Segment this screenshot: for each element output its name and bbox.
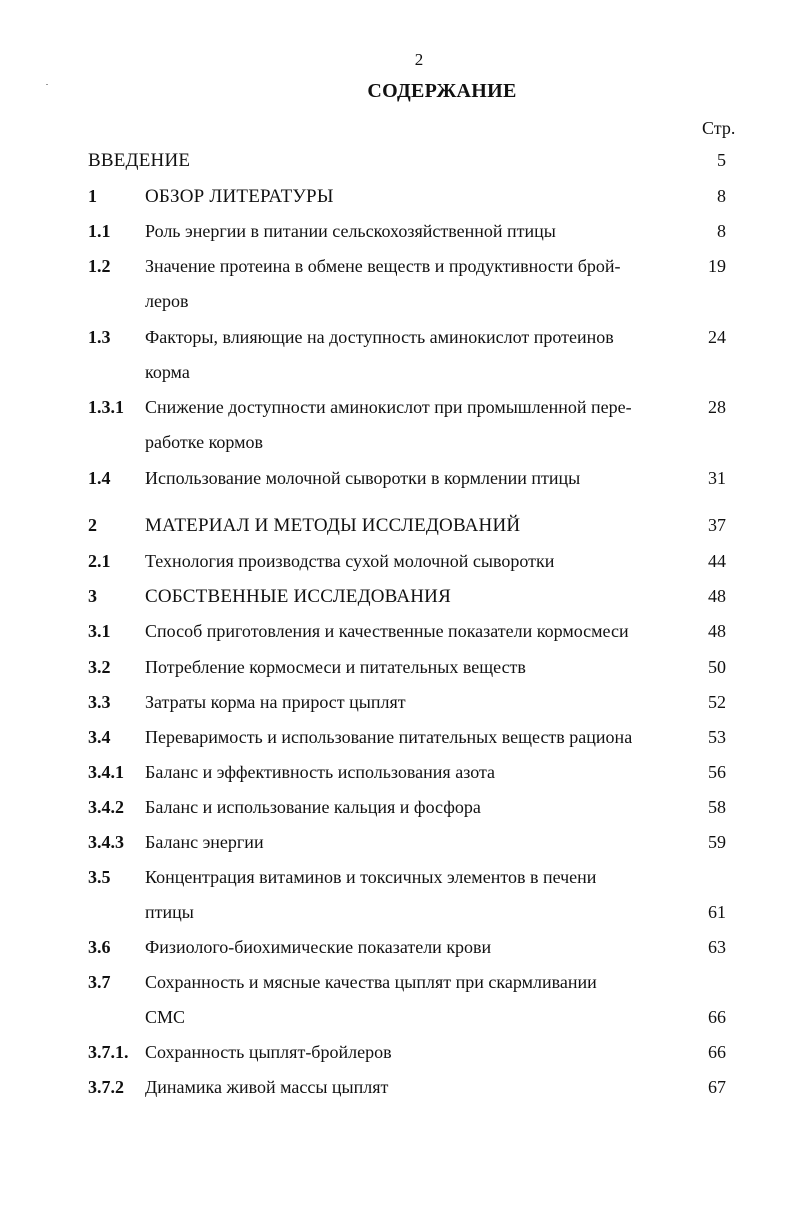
toc-entry-page: 67	[708, 1077, 726, 1097]
toc-entry-page: 37	[708, 515, 726, 535]
toc-entry-number: 3.7.1.	[88, 1042, 129, 1062]
toc-entry-title: Баланс энергии	[145, 832, 264, 852]
toc-entry-title-continuation: работке кормов	[145, 432, 264, 452]
toc-entry-title-continuation: птицы	[145, 902, 194, 922]
toc-entry-page: 8	[717, 186, 726, 206]
toc-entry-title: Способ приготовления и качественные показатели кормосмеси	[145, 621, 629, 641]
toc-entry-title: Потребление кормосмеси и питательных веществ	[145, 657, 526, 677]
toc-entry-number: 3.4.3	[88, 832, 124, 852]
toc-entry-title: Роль энергии в питании сельскохозяйственной птицы	[145, 221, 556, 241]
toc-entry-title-continuation: СМС	[145, 1007, 186, 1027]
toc-entry-page: 24	[708, 327, 726, 347]
pages-column-header: Стр.	[702, 118, 736, 138]
toc-entry-title: ВВЕДЕНИЕ	[88, 150, 191, 171]
toc-entry-title-continuation: корма	[145, 362, 190, 382]
toc-entry-page: 56	[708, 762, 726, 782]
toc-entry-title: ОБЗОР ЛИТЕРАТУРЫ	[145, 186, 334, 207]
toc-entry-number: 3.7.2	[88, 1077, 124, 1097]
toc-entry-title: Сохранность цыплят-бройлеров	[145, 1042, 392, 1062]
toc-entry-number: 1.1	[88, 221, 111, 241]
toc-entry-title: Технология производства сухой молочной сыворотки	[145, 551, 555, 571]
toc-entry-title: Физиолого-биохимические показатели крови	[145, 937, 492, 957]
toc-entry-title: Переваримость и использование питательных веществ рациона	[145, 727, 633, 747]
toc-entry-page: 66	[708, 1042, 726, 1062]
toc-entry-page: 44	[708, 551, 726, 571]
toc-entry-page: 58	[708, 797, 726, 817]
toc-entry-page: 66	[708, 1007, 726, 1027]
toc-entry-number: 1.2	[88, 256, 111, 276]
toc-entry-number: 3.4.1	[88, 762, 124, 782]
toc-entry-number: 3.2	[88, 657, 111, 677]
page-title: СОДЕРЖАНИЕ	[367, 80, 517, 102]
toc-entry-title: Снижение доступности аминокислот при промышленной пере-	[145, 397, 632, 417]
toc-entry-title: Затраты корма на прирост цыплят	[145, 692, 406, 712]
toc-entry-number: 1.4	[88, 468, 111, 488]
toc-entry-page: 28	[708, 397, 726, 417]
toc-entry-page: 48	[708, 621, 726, 641]
toc-entry-number: 3.3	[88, 692, 111, 712]
toc-entry-number: 3.6	[88, 937, 111, 957]
toc-entry-number: 3.1	[88, 621, 111, 641]
toc-entry-number: 1.3	[88, 327, 111, 347]
toc-entry-number: 3.4	[88, 727, 111, 747]
toc-entry-number: 3	[88, 586, 97, 606]
toc-entry-number: 1.3.1	[88, 397, 124, 417]
toc-entry-page: 5	[717, 150, 726, 170]
toc-entry-title: Концентрация витаминов и токсичных элементов в печени	[145, 867, 597, 887]
toc-entry-page: 61	[708, 902, 726, 922]
toc-entry-number: 3.4.2	[88, 797, 124, 817]
toc-entry-number: 2.1	[88, 551, 111, 571]
toc-entry-page: 53	[708, 727, 726, 747]
toc-entry-page: 48	[708, 586, 726, 606]
toc-entry-number: 2	[88, 515, 97, 535]
toc-entry-number: 1	[88, 186, 97, 206]
toc-entry-title: Баланс и эффективность использования азота	[145, 762, 496, 782]
toc-entry-page: 50	[708, 657, 726, 677]
page-number: 2	[414, 50, 424, 69]
toc-entry-title: Динамика живой массы цыплят	[145, 1077, 389, 1097]
toc-entry-page: 63	[708, 937, 726, 957]
toc-entry-title: Значение протеина в обмене веществ и продуктивности брой-	[145, 256, 621, 276]
toc-entry-title-continuation: леров	[145, 291, 189, 311]
toc-entry-title: Факторы, влияющие на доступность аминокислот протеинов	[145, 327, 614, 347]
toc-entry-page: 52	[708, 692, 726, 712]
toc-entry-number: 3.5	[88, 867, 111, 887]
toc-entry-number: 3.7	[88, 972, 111, 992]
toc-entry-title: МАТЕРИАЛ И МЕТОДЫ ИССЛЕДОВАНИЙ	[145, 515, 521, 536]
toc-entry-page: 8	[717, 221, 726, 241]
toc-entry-title: Сохранность и мясные качества цыплят при скармливании	[145, 972, 597, 992]
toc-entry-page: 59	[708, 832, 726, 852]
toc-entry-page: 31	[708, 468, 726, 488]
toc-entry-title: СОБСТВЕННЫЕ ИССЛЕДОВАНИЯ	[145, 586, 451, 607]
toc-entry-title: Баланс и использование кальция и фосфора	[145, 797, 481, 817]
toc-entry-page: 19	[708, 256, 726, 276]
toc-entry-title: Использование молочной сыворотки в кормлении птицы	[145, 468, 581, 488]
